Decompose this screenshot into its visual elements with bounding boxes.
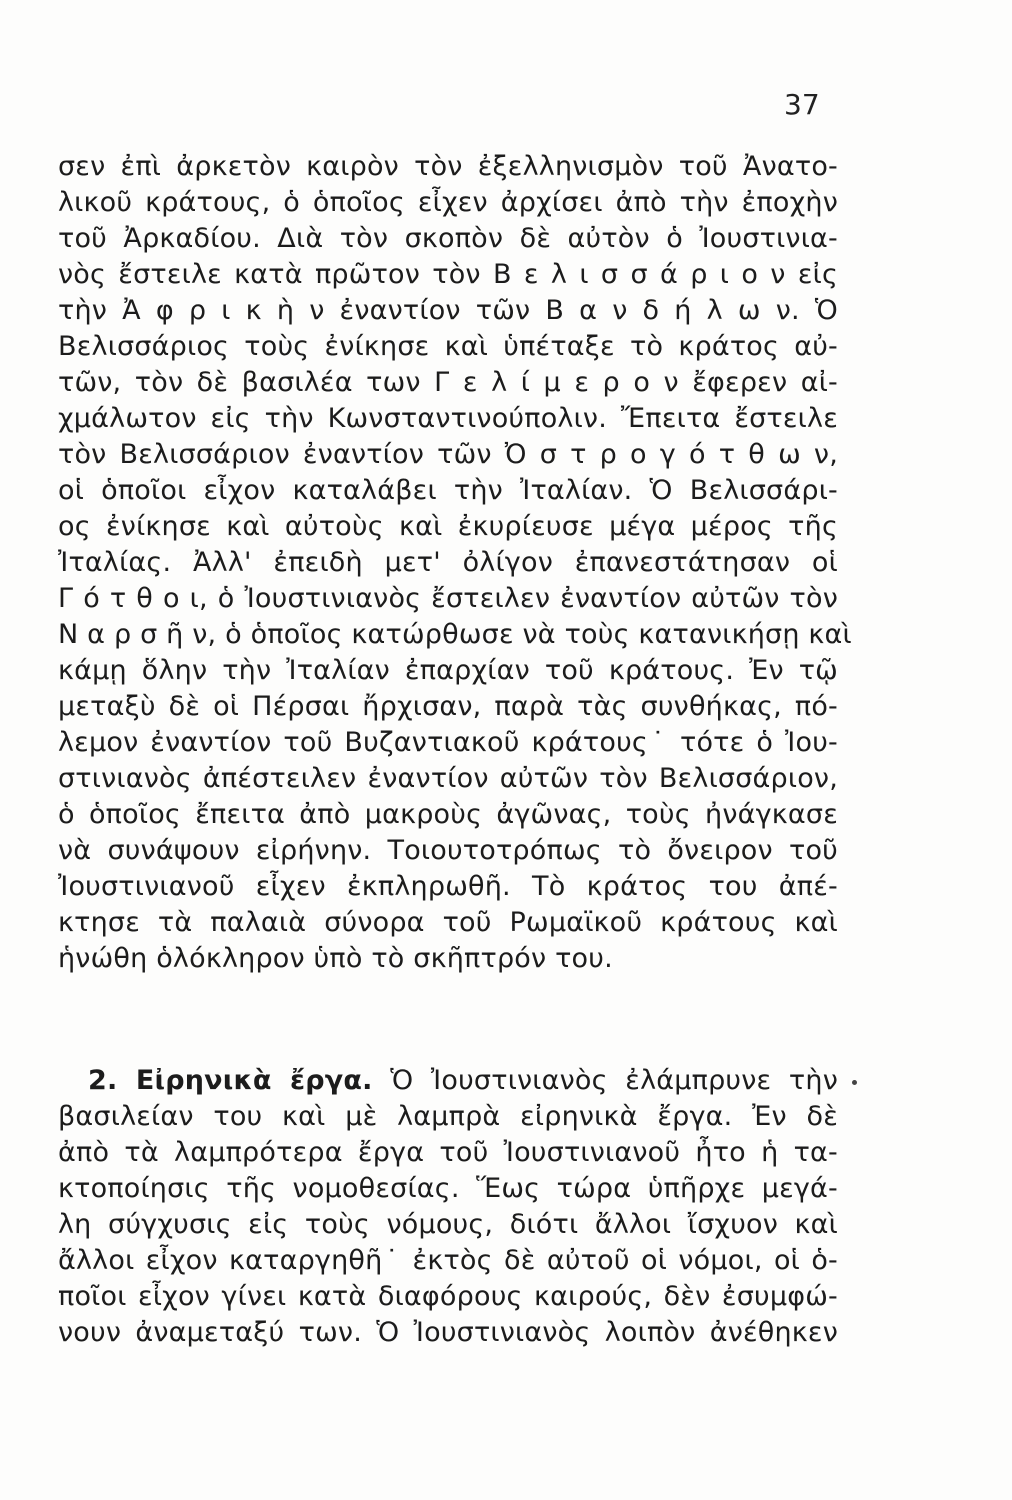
- text-line: ποῖοι εἶχον γίνει κατὰ διαφόρους καιρούς, δὲν ἐσυμφώ-: [58, 1281, 838, 1312]
- text-line: χμάλωτον εἰς τὴν Κωνσταντινούπολιν. Ἔπειτα ἔστειλε: [58, 403, 838, 434]
- section-first-line-text: Ὁ Ἰουστινιανὸς ἐλάμπρυνε τὴν: [390, 1065, 838, 1096]
- text-line: λεμον ἐναντίον τοῦ Βυζαντιακοῦ κράτους˙ τότε ὁ Ἰου-: [58, 727, 838, 758]
- text-line: βασιλείαν του καὶ μὲ λαμπρὰ εἰρηνικὰ ἔργα. Ἐν δὲ: [58, 1101, 838, 1132]
- margin-dot: [852, 1080, 857, 1085]
- text-line: τὴν Ἀ φ ρ ι κ ὴ ν ἐναντίον τῶν Β α ν δ ή λ ω ν. Ὁ: [58, 295, 838, 326]
- text-line: ὁ ὁποῖος ἔπειτα ἀπὸ μακροὺς ἀγῶνας, τοὺς ἠνάγκασε: [58, 799, 838, 830]
- text-line: Ἰουστινιανοῦ εἶχεν ἐκπληρωθῆ. Τὸ κράτος του ἀπέ-: [58, 871, 838, 902]
- text-line: κτοποίησις τῆς νομοθεσίας. Ἕως τώρα ὑπῆρχε μεγά-: [58, 1173, 838, 1204]
- text-line: Ν α ρ σ ῆ ν, ὁ ὁποῖος κατώρθωσε νὰ τοὺς κατανικήσῃ καὶ: [58, 619, 852, 650]
- text-line: Βελισσάριος τοὺς ἐνίκησε καὶ ὑπέταξε τὸ κράτος αὐ-: [58, 331, 838, 362]
- text-line: μεταξὺ δὲ οἱ Πέρσαι ἤρχισαν, παρὰ τὰς συνθήκας, πό-: [58, 691, 838, 722]
- text-line: κτησε τὰ παλαιὰ σύνορα τοῦ Ρωμαϊκοῦ κράτους καὶ: [58, 907, 838, 938]
- text-line: τοῦ Ἀρκαδίου. Διὰ τὸν σκοπὸν δὲ αὐτὸν ὁ Ἰουστινια-: [58, 223, 838, 254]
- text-line: λικοῦ κράτους, ὁ ὁποῖος εἶχεν ἀρχίσει ἀπὸ τὴν ἐποχὴν: [58, 187, 838, 218]
- text-line: Ἰταλίας. Ἀλλ' ἐπειδὴ μετ' ὀλίγον ἐπανεστάτησαν οἱ: [58, 547, 838, 578]
- text-line: τὸν Βελισσάριον ἐναντίον τῶν Ὀ σ τ ρ ο γ ό τ θ ω ν,: [58, 439, 838, 470]
- text-line: σεν ἐπὶ ἀρκετὸν καιρὸν τὸν ἐξελληνισμὸν τοῦ Ἀνατο-: [58, 151, 838, 182]
- text-line: τῶν, τὸν δὲ βασιλέα των Γ ε λ ί μ ε ρ ο ν ἔφερεν αἰ-: [58, 367, 838, 398]
- section-first-line: [88, 1064, 838, 1098]
- text-line: κάμῃ ὅλην τὴν Ἰταλίαν ἐπαρχίαν τοῦ κράτους. Ἐν τῷ: [58, 655, 838, 686]
- text-line: λη σύγχυσις εἰς τοὺς νόμους, διότι ἄλλοι ἴσχυον καὶ: [58, 1209, 838, 1240]
- text-line: νὰ συνάψουν εἰρήνην. Τοιουτοτρόπως τὸ ὄνειρον τοῦ: [58, 835, 838, 866]
- text-line: νουν ἀναμεταξύ των. Ὁ Ἰουστινιανὸς λοιπὸν ἀνέθηκεν: [58, 1317, 838, 1348]
- section-heading: 2. Εἰρηνικὰ ἔργα.: [88, 1065, 373, 1096]
- text-line: οἱ ὁποῖοι εἶχον καταλάβει τὴν Ἰταλίαν. Ὁ Βελισσάρι-: [58, 475, 838, 506]
- text-line: Γ ό τ θ ο ι, ὁ Ἰουστινιανὸς ἔστειλεν ἐναντίον αὐτῶν τὸν: [58, 583, 838, 614]
- text-line: ἀπὸ τὰ λαμπρότερα ἔργα τοῦ Ἰουστινιανοῦ ἦτο ἡ τα-: [58, 1137, 838, 1168]
- page-number: 37: [784, 88, 820, 121]
- text-line: ἡνώθη ὁλόκληρον ὑπὸ τὸ σκῆπτρόν του.: [58, 943, 613, 974]
- text-line: στινιανὸς ἀπέστειλεν ἐναντίον αὐτῶν τὸν Βελισσάριον,: [58, 763, 838, 794]
- text-line: νὸς ἔστειλε κατὰ πρῶτον τὸν Β ε λ ι σ σ ά ρ ι ο ν εἰς: [58, 259, 838, 290]
- text-line: ἄλλοι εἶχον καταργηθῆ˙ ἐκτὸς δὲ αὐτοῦ οἱ νόμοι, οἱ ὁ-: [58, 1245, 838, 1276]
- text-line: ος ἐνίκησε καὶ αὐτοὺς καὶ ἐκυρίευσε μέγα μέρος τῆς: [58, 511, 838, 542]
